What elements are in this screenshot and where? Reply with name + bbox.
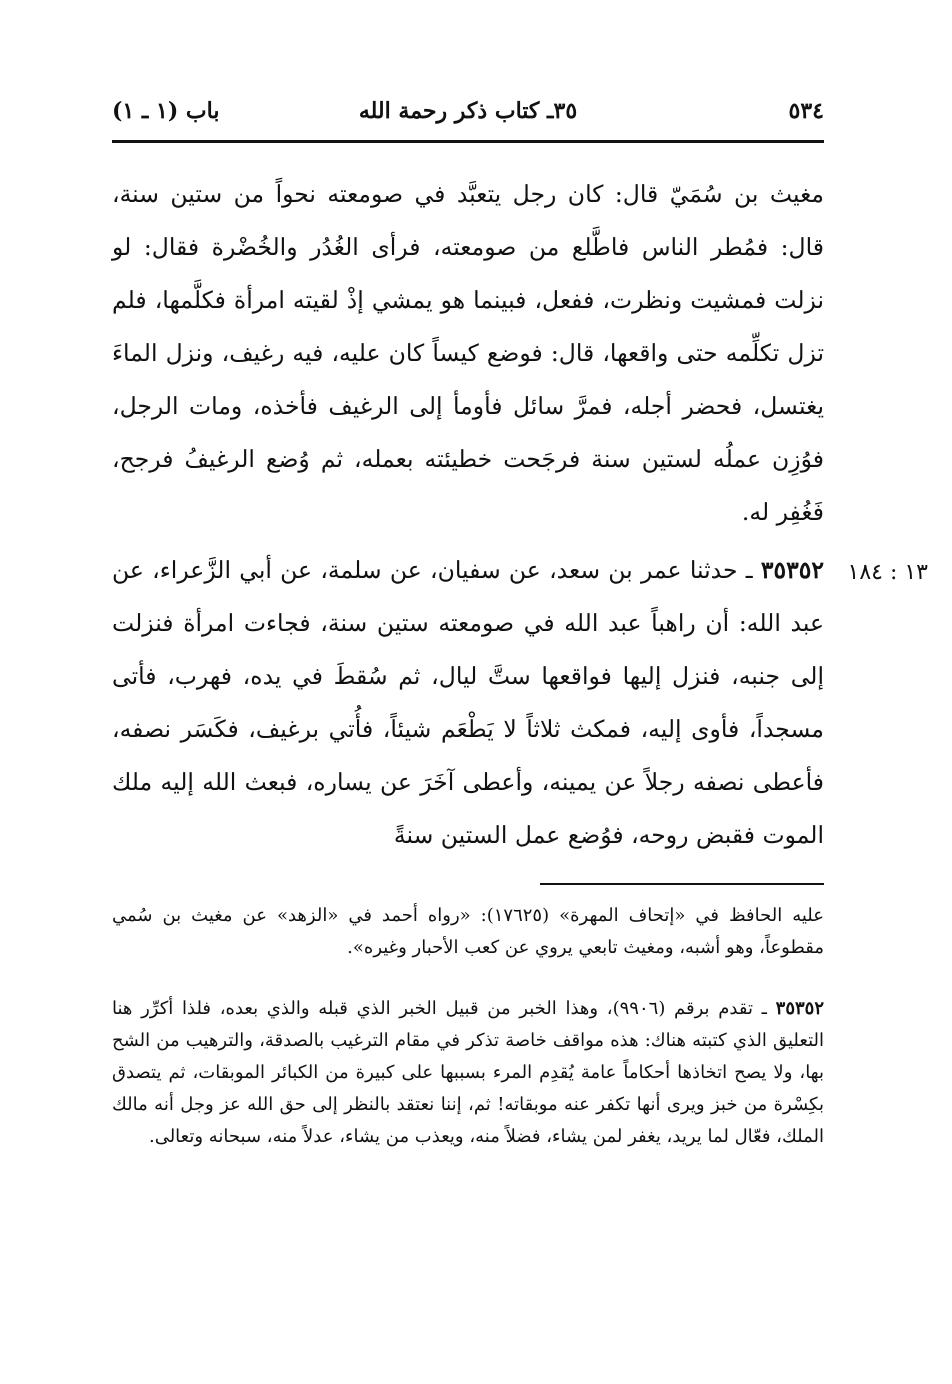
margin-reference: ١٣ : ١٨٤ [847, 560, 928, 585]
hadith-paragraph [112, 544, 824, 862]
header-rule [112, 140, 824, 143]
footnote-separator [540, 883, 824, 885]
footnote-hadith-text: ـ تقدم برقم (٩٩٠٦)، وهذا الخبر من قبيل الخبر الذي قبله والذي بعده، فلذا أكرِّر هنا التعليق الذي كتبته هناك: هذه مواقف خاصة تذكر في مقام الترغيب بالصدقة، والترهيب من الشح بها، ولا يصح اتخاذها أحكاماً عامة يُقدِم المرء بسببها على كبيرة من الكبائر الموبقات، ثم يتصدق بكِسْرة من خبز ويرى أنها تكفر عنه موبقاته! ثم، إننا نعتقد بالنظر إلى حق الله عز وجل أنه مالك الملك، فعّال لما يريد، يغفر لمن يشاء، فضلاً منه، ويعذب من يشاء، عدلاً منه، سبحانه وتعالى. [112, 998, 824, 1147]
footnote-continued: عليه الحافظ في «إتحاف المهرة» (١٧٦٢٥): «رواه أحمد في «الزهد» عن مغيث بن سُمي مقطوعاً، وهو أشبه، ومغيث تابعي يروي عن كعب الأحبار وغيره». [112, 905, 824, 958]
hadith-number: ٣٥٣٥٢ [760, 556, 824, 584]
bab-reference: باب (١ ـ ١) [112, 98, 220, 124]
hadith-text: ـ حدثنا عمر بن سعد، عن سفيان، عن سلمة، عن أبي الزَّعراء، عن عبد الله: أن راهباً عبد الله في صومعته ستين سنة، فجاءت امرأة فنزلت إلى جنبه، فنزل إليها فواقعها ستَّ ليال، ثم سُقطَ في يده، فهرب، فأتى مسجداً، فأوى إليه، فمكث ثلاثاً لا يَطْعَم شيئاً، فأُتي برغيف، فكَسَر نصفه، فأعطى نصفه رجلاً عن يمينه، وأعطى آخَرَ عن يساره، فبعث الله إليه ملك الموت فقبض روحه، فوُضع عمل الستين سنةً [112, 556, 824, 849]
footnote-hadith [112, 993, 824, 1153]
chapter-title: ٣٥ـ كتاب ذكر رحمة الله [358, 98, 578, 124]
paragraph-continued: مغيث بن سُمَيّ قال: كان رجل يتعبَّد في صومعته نحواً من ستين سنة، قال: فمُطر الناس فاطَّلع من صومعته، فرأى الغُدُر والخُضْرة فقال: لو نزلت فمشيت ونظرت، ففعل، فبينما هو يمشي إذْ لقيته امرأة فكلَّمها، فلم تزل تكلِّمه حتى واقعها، قال: فوضع كيساً كان عليه، فيه رغيف، ونزل الماءَ يغتسل، فحضر أجله، فمرَّ سائل فأومأ إلى الرغيف فأخذه، ومات الرجل، فوُزِن عملُه لستين سنة فرجَحت خطيئته بعمله، ثم وُضع الرغيفُ فرجح، فَغُفِر له. [112, 180, 824, 526]
footnote-hadith-number: ٣٥٣٥٢ [775, 998, 824, 1019]
running-header [112, 92, 824, 132]
page-number: ٥٣٤ [788, 98, 824, 124]
